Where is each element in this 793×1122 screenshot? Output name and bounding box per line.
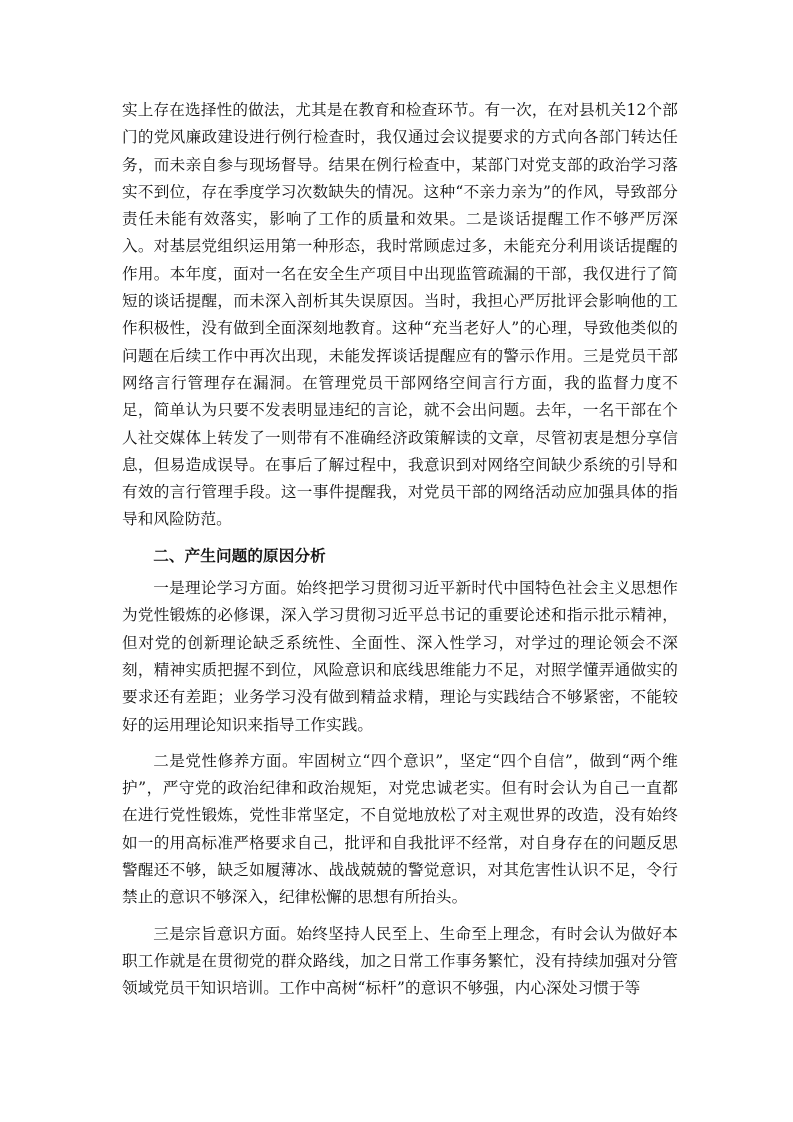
- paragraph-gap: [122, 739, 678, 748]
- document-body: [122, 97, 678, 1003]
- paragraph-theory-study: 一是理论学习方面。始终把学习贯彻习近平新时代中国特色社会主义思想作为党性锻炼的必修课，深入学习贯彻习近平总书记的重要论述和指示批示精神，但对党的创新理论缺乏系统性、全面性、深入性学习，对学过的理论领会不深刻，精神实质把握不到位，风险意识和底线思维能力不足，对照学懂弄通做实的要求还有差距；业务学习没有做到精益求精，理论与实践结合不够紧密，不能较好的运用理论知识来指导工作实践。: [122, 579, 678, 734]
- section-heading: 二、产生问题的原因分析: [153, 546, 326, 565]
- paragraph-purpose-awareness: 三是宗旨意识方面。始终坚持人民至上、生命至上理念，有时会认为做好本职工作就是在贯彻党的群众路线，加之日常工作事务繁忙，没有持续加强对分管领域党员干知识培训。工作中高树“标杆”的意识不够强，内心深处习惯于等: [122, 924, 678, 998]
- paragraph-continued: 实上存在选择性的做法，尤其是在教育和检查环节。有一次，在对县机关12个部门的党风廉政建设进行例行检查时，我仅通过会议提要求的方式向各部门转达任务，而未亲自参与现场督导。结果在例行检查中，某部门对党支部的政治学习落实不到位，存在季度学习次数缺失的情况。这种“不亲力亲为”的作风，导致部分责任未能有效落实，影响了工作的质量和效果。二是谈话提醒工作不够严厉深入。对基层党组织运用第一种形态，我时常顾虑过多，未能充分利用谈话提醒的作用。本年度，面对一名在安全生产项目中出现监管疏漏的干部，我仅进行了简短的谈话提醒，而未深入剖析其失误原因。当时，我担心严厉批评会影响他的工作积极性，没有做到全面深刻地教育。这种“充当老好人”的心理，导致他类似的问题在后续工作中再次出现，未能发挥谈话提醒应有的警示作用。三是党员干部网络言行管理存在漏洞。在管理党员干部网络空间言行方面，我的监督力度不足，简单认为只要不发表明显违纪的言论，就不会出问题。去年，一名干部在个人社交媒体上转发了一则带有不准确经济政策解读的文章，尽管初衷是想分享信息，但易造成误导。在事后了解过程中，我意识到对网络空间缺少系统的引导和有效的言行管理手段。这一事件提醒我，对党员干部的网络活动应加强具体的指导和风险防范。: [122, 101, 678, 529]
- paragraph-gap: [122, 912, 678, 921]
- paragraph-party-spirit: 二是党性修养方面。牢固树立“四个意识”，坚定“四个自信”，做到“两个维护”，严守党的政治纪律和政治规矩，对党忠诚老实。但有时会认为自己一直都在进行党性锻炼，党性非常坚定，不自觉地放松了对主观世界的改造，没有始终如一的用高标准严格要求自己，批评和自我批评不经常，对自身存在的问题反思警醒还不够，缺乏如履薄冰、战战兢兢的警觉意识，对其危害性认识不足，令行禁止的意识不够深入，纪律松懈的思想有所抬头。: [122, 751, 678, 907]
